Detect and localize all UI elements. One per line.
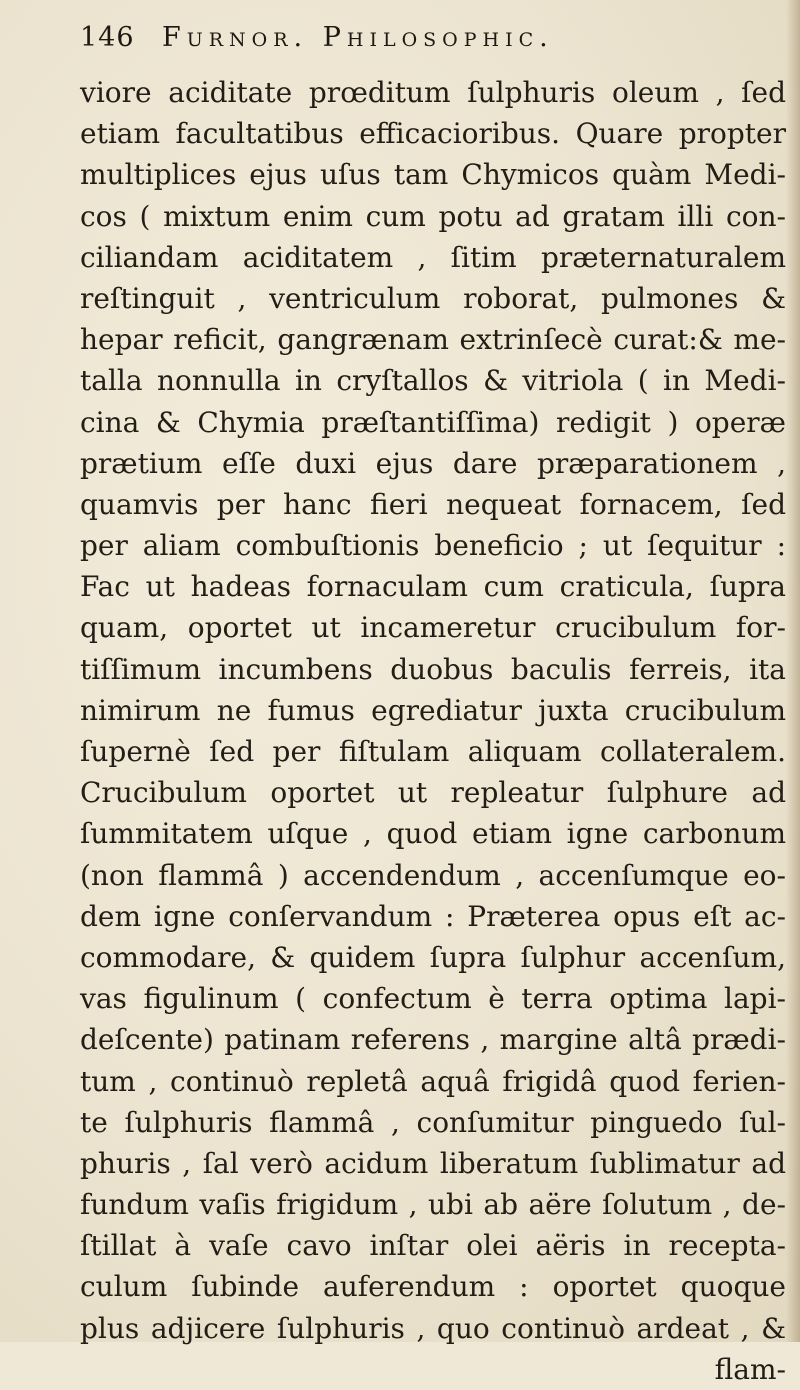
text-line-18: Crucibulum oportet ut repleatur ſulphure ad [80,776,786,810]
text-line-10: prætium eſſe duxi ejus dare præparationem , [80,446,786,480]
text-line-6: reſtinguit , ventriculum roborat, pulmones & [80,281,786,315]
text-line-9: cina & Chymia præſtantiſſima) redigit ) operæ [80,405,786,439]
text-line-16: nimirum ne fumus egrediatur juxta crucibulum [80,693,786,727]
text-line-14: quam, oportet ut incameretur crucibulum for- [80,611,786,645]
running-title: Furnor. Philosophic. [162,22,554,53]
text-line-8: talla nonnulla in cryſtallos & vitriola ( in Medi- [80,364,786,398]
body-text [80,72,786,1390]
text-line-26: te ſulphuris flammâ , conſumitur pinguedo ſul- [80,1105,786,1139]
text-line-4: cos ( mixtum enim cum potu ad gratam illi con- [80,199,786,233]
text-line-1: viore aciditate prœditum ſulphuris oleum , ſed [80,76,786,109]
text-line-20: (non flammâ ) accendendum , accenſumque eo- [80,858,786,892]
text-line-19: ſummitatem uſque , quod etiam igne carbonum [80,817,786,851]
text-line-2: etiam facultatibus efficacioribus. Quare propter [80,117,786,151]
text-line-5: ciliandam aciditatem , ſitim præternaturalem [80,240,786,274]
page-number: 146 [80,22,135,53]
running-head [80,22,780,62]
text-line-15: tiſſimum incumbens duobus baculis ferreis, ita [80,652,786,686]
text-line-13: Fac ut hadeas fornaculam cum craticula, ſupra [80,570,786,604]
text-line-12: per aliam combuſtionis beneficio ; ut ſequitur : [80,529,786,563]
text-line-27: phuris , ſal verò acidum liberatum ſublimatur ad [80,1146,786,1180]
text-line-29: ſtillat à vaſe cavo inſtar olei aëris in recepta- [80,1229,786,1263]
text-line-3: multiplices ejus uſus tam Chymicos quàm Medi- [80,158,786,192]
text-line-23: vas figulinum ( confectum è terra optima lapi- [80,982,786,1016]
text-line-30: culum ſubinde auferendum : oportet quoque [80,1270,786,1304]
text-line-17: ſupernè ſed per fiſtulam aliquam collateralem. [80,735,786,768]
text-line-28: fundum vaſis frigidum , ubi ab aëre ſolutum , de- [80,1188,786,1222]
catchword: flam- [714,1352,786,1386]
text-line-22: commodare, & quidem ſupra ſulphur accenſum, [80,940,786,974]
text-line-7: hepar reficit, gangrænam extrinſecè curat:& me- [80,323,786,357]
text-line-31: plus adjicere ſulphuris , quo continuò ardeat , & [80,1311,786,1345]
text-line-24: deſcente) patinam referens , margine altâ prædi- [80,1023,786,1057]
text-line-25: tum , continuò repletâ aquâ frigidâ quod ferien- [80,1064,786,1098]
text-line-21: dem igne conſervandum : Præterea opus eſt ac- [80,899,786,933]
text-line-11: quamvis per hanc fieri nequeat fornacem, ſed [80,487,786,521]
